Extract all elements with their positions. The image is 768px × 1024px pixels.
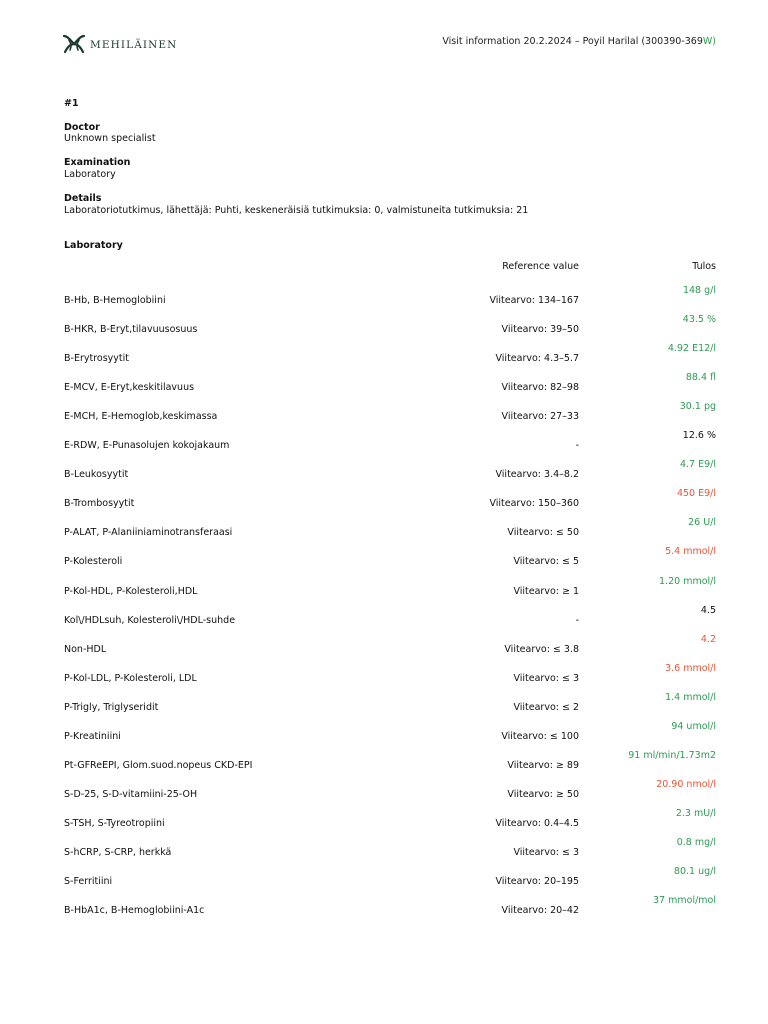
- doctor-label: Doctor: [64, 122, 100, 133]
- lab-result-value: 4.2: [700, 633, 716, 645]
- lab-reference-value: Viitearvo: 3.4–8.2: [495, 469, 579, 481]
- lab-row: [0, 432, 768, 461]
- lab-test-name: P-Kol-LDL, P-Kolesteroli, LDL: [64, 672, 197, 684]
- page-header: [0, 0, 768, 80]
- lab-row: [0, 548, 768, 577]
- lab-reference-value: Viitearvo: 20–42: [501, 905, 579, 917]
- lab-row: [0, 287, 768, 316]
- lab-result-value: 4.5: [700, 604, 716, 616]
- lab-row: [0, 897, 768, 926]
- lab-result-value: 5.4 mmol/l: [665, 546, 716, 558]
- lab-row: [0, 374, 768, 403]
- lab-reference-value: Viitearvo: ≤ 3: [513, 846, 579, 858]
- laboratory-title: Laboratory: [64, 240, 123, 251]
- lab-reference-value: Viitearvo: 0.4–4.5: [495, 817, 579, 829]
- lab-row: [0, 316, 768, 345]
- lab-reference-value: Viitearvo: 150–360: [489, 498, 579, 510]
- lab-test-name: S-hCRP, S-CRP, herkkä: [64, 846, 172, 858]
- lab-test-name: Non-HDL: [64, 643, 107, 655]
- lab-reference-value: Viitearvo: ≥ 50: [507, 788, 579, 800]
- lab-test-name: S-TSH, S-Tyreotropiini: [64, 817, 165, 829]
- lab-result-value: 26 U/l: [688, 517, 716, 529]
- lab-result-value: 3.6 mmol/l: [665, 662, 716, 674]
- lab-test-name: E-RDW, E-Punasolujen kokojakaum: [64, 440, 230, 452]
- lab-row: [0, 345, 768, 374]
- reference-column-header: Reference value: [502, 261, 579, 272]
- lab-result-value: 1.4 mmol/l: [665, 691, 716, 703]
- lab-reference-value: Viitearvo: 20–195: [495, 876, 579, 887]
- lab-result-value: 37 mmol/mol: [653, 895, 716, 907]
- lab-reference-value: Viitearvo: 4.3–5.7: [495, 353, 579, 365]
- lab-reference-value: Viitearvo: ≤ 3: [513, 672, 579, 684]
- lab-result-value: 12.6 %: [682, 430, 716, 442]
- lab-row: [0, 691, 768, 723]
- lab-row: [0, 662, 768, 694]
- lab-result-value: 4.92 E12/l: [667, 343, 716, 355]
- lab-result-value: 450 E9/l: [676, 488, 716, 500]
- lab-row: [0, 575, 768, 607]
- lab-row: [0, 836, 768, 868]
- lab-reference-value: Viitearvo: ≤ 2: [513, 701, 579, 713]
- visit-info: [442, 36, 716, 47]
- lab-test-name: B-HbA1c, B-Hemoglobiini-A1c: [64, 905, 205, 917]
- lab-result-value: 0.8 mg/l: [676, 836, 716, 848]
- lab-test-name: P-Kol-HDL, P-Kolesteroli,HDL: [64, 585, 198, 597]
- details-value: Laboratoriotutkimus, lähettäjä: Puhti, keskeneräisiä tutkimuksia: 0, valmistuneita tutkimuksia: 21: [64, 205, 529, 216]
- lab-reference-value: Viitearvo: ≤ 100: [501, 730, 579, 742]
- lab-test-name: B-Hb, B-Hemoglobiini: [64, 295, 166, 306]
- lab-row: [0, 604, 768, 636]
- lab-result-value: 4.7 E9/l: [679, 459, 716, 471]
- visit-info-end: W): [702, 36, 716, 47]
- lab-test-name: Kol\/HDLsuh, Kolesteroli\/HDL-suhde: [64, 614, 236, 626]
- result-column-header: Tulos: [692, 261, 716, 272]
- lab-test-name: S-D-25, S-D-vitamiini-25-OH: [64, 788, 198, 800]
- lab-row: [0, 778, 768, 810]
- lab-test-name: B-HKR, B-Eryt,tilavuusosuus: [64, 324, 198, 336]
- lab-reference-value: Viitearvo: 82–98: [501, 382, 579, 394]
- lab-result-value: 30.1 pg: [679, 401, 716, 413]
- lab-reference-value: Viitearvo: 39–50: [501, 324, 579, 336]
- details-label: Details: [64, 193, 102, 204]
- lab-test-name: B-Trombosyytit: [64, 498, 135, 510]
- lab-reference-value: Viitearvo: ≤ 50: [507, 527, 579, 539]
- lab-reference-value: -: [575, 440, 579, 452]
- lab-row: [0, 749, 768, 781]
- lab-result-value: 43.5 %: [682, 314, 716, 326]
- visit-info-text: Visit information 20.2.2024 – Poyil Harilal (300390-369: [442, 36, 703, 47]
- lab-result-value: 148 g/l: [682, 285, 716, 296]
- lab-row: [0, 633, 768, 665]
- lab-row: [0, 519, 768, 548]
- lab-result-value: 1.20 mmol/l: [659, 575, 716, 587]
- lab-reference-value: -: [575, 614, 579, 626]
- lab-reference-value: Viitearvo: 27–33: [501, 411, 579, 423]
- lab-result-value: 91 ml/min/1.73m2: [628, 749, 716, 761]
- lab-test-name: E-MCH, E-Hemoglob,keskimassa: [64, 411, 218, 423]
- lab-reference-value: Viitearvo: 134–167: [489, 295, 579, 306]
- lab-result-value: 88.4 fl: [685, 372, 716, 384]
- lab-row: [0, 807, 768, 839]
- logo-text: MEHILÄINEN: [90, 38, 178, 51]
- lab-reference-value: Viitearvo: ≥ 1: [513, 585, 579, 597]
- lab-row: [0, 720, 768, 752]
- mehilainen-logo: [62, 33, 177, 55]
- lab-test-name: P-Kreatiniini: [64, 730, 121, 742]
- examination-value: Laboratory: [64, 169, 116, 180]
- lab-row: [0, 490, 768, 519]
- examination-label: Examination: [64, 157, 131, 168]
- lab-row: [0, 868, 768, 897]
- lab-test-name: E-MCV, E-Eryt,keskitilavuus: [64, 382, 195, 394]
- lab-reference-value: Viitearvo: ≤ 3.8: [504, 643, 579, 655]
- lab-reference-value: Viitearvo: ≥ 89: [507, 759, 579, 771]
- lab-row: [0, 461, 768, 490]
- lab-row: [0, 403, 768, 432]
- lab-result-value: 20.90 nmol/l: [656, 778, 716, 790]
- lab-test-name: S-Ferritiini: [64, 876, 113, 887]
- lab-test-name: B-Erytrosyytit: [64, 353, 129, 365]
- lab-result-value: 2.3 mU/l: [675, 807, 716, 819]
- lab-test-name: P-ALAT, P-Alaniiniaminotransferaasi: [64, 527, 233, 539]
- lab-test-name: Pt-GFReEPI, Glom.suod.nopeus CKD-EPI: [64, 759, 253, 771]
- lab-result-value: 94 umol/l: [671, 720, 716, 732]
- lab-reference-value: Viitearvo: ≤ 5: [513, 556, 579, 568]
- doctor-value: Unknown specialist: [64, 133, 156, 144]
- lab-test-name: B-Leukosyytit: [64, 469, 129, 481]
- mehilainen-logo-icon: [62, 34, 86, 54]
- lab-test-name: P-Trigly, Triglyseridit: [64, 701, 159, 713]
- lab-result-value: 80.1 ug/l: [673, 866, 716, 877]
- lab-test-name: P-Kolesteroli: [64, 556, 123, 568]
- record-number: #1: [64, 98, 79, 109]
